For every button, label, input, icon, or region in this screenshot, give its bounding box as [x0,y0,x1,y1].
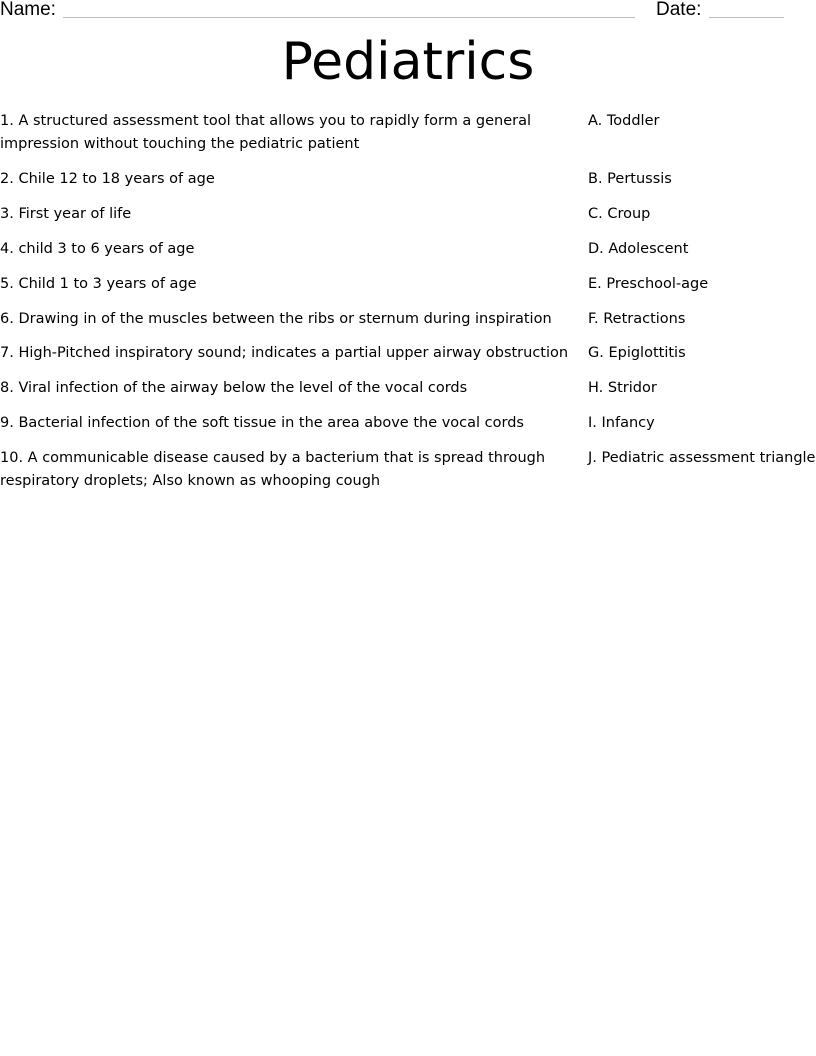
answer-option: I. Infancy [588,415,655,431]
clue-text: 1. A structured assessment tool that allows you to rapidly form a general impression without touching the pediatric patient [0,113,532,152]
date-label: Date: [656,0,702,20]
answer-option: H. Stridor [588,380,657,396]
answer-option: E. Preschool-age [588,276,709,292]
clue-text: 8. Viral infection of the airway below the level of the vocal cords [0,380,468,396]
clue-text: 3. First year of life [0,206,132,222]
clue-text: 10. A communicable disease caused by a bacterium that is spread through respiratory droplets; Also known as whooping cough [0,450,546,489]
name-label: Name: [0,0,56,20]
date-blank-line [709,17,784,18]
clue-text: 6. Drawing in of the muscles between the ribs or sternum during inspiration [0,311,552,327]
worksheet-header [0,0,816,22]
clue-text: 9. Bacterial infection of the soft tissue in the area above the vocal cords [0,415,524,431]
answer-option: G. Epiglottitis [588,345,686,361]
clue-text: 4. child 3 to 6 years of age [0,241,195,257]
answer-option: F. Retractions [588,311,686,327]
answer-option: B. Pertussis [588,171,672,187]
clue-text: 2. Chile 12 to 18 years of age [0,171,215,187]
clue-text: 7. High-Pitched inspiratory sound; indicates a partial upper airway obstruction [0,345,569,361]
answer-option: A. Toddler [588,113,660,129]
answer-option: J. Pediatric assessment triangle [588,450,816,466]
name-blank-line [63,17,635,18]
answer-option: C. Croup [588,206,651,222]
page-title: Pediatrics [281,32,535,92]
clue-text: 5. Child 1 to 3 years of age [0,276,197,292]
answer-option: D. Adolescent [588,241,689,257]
